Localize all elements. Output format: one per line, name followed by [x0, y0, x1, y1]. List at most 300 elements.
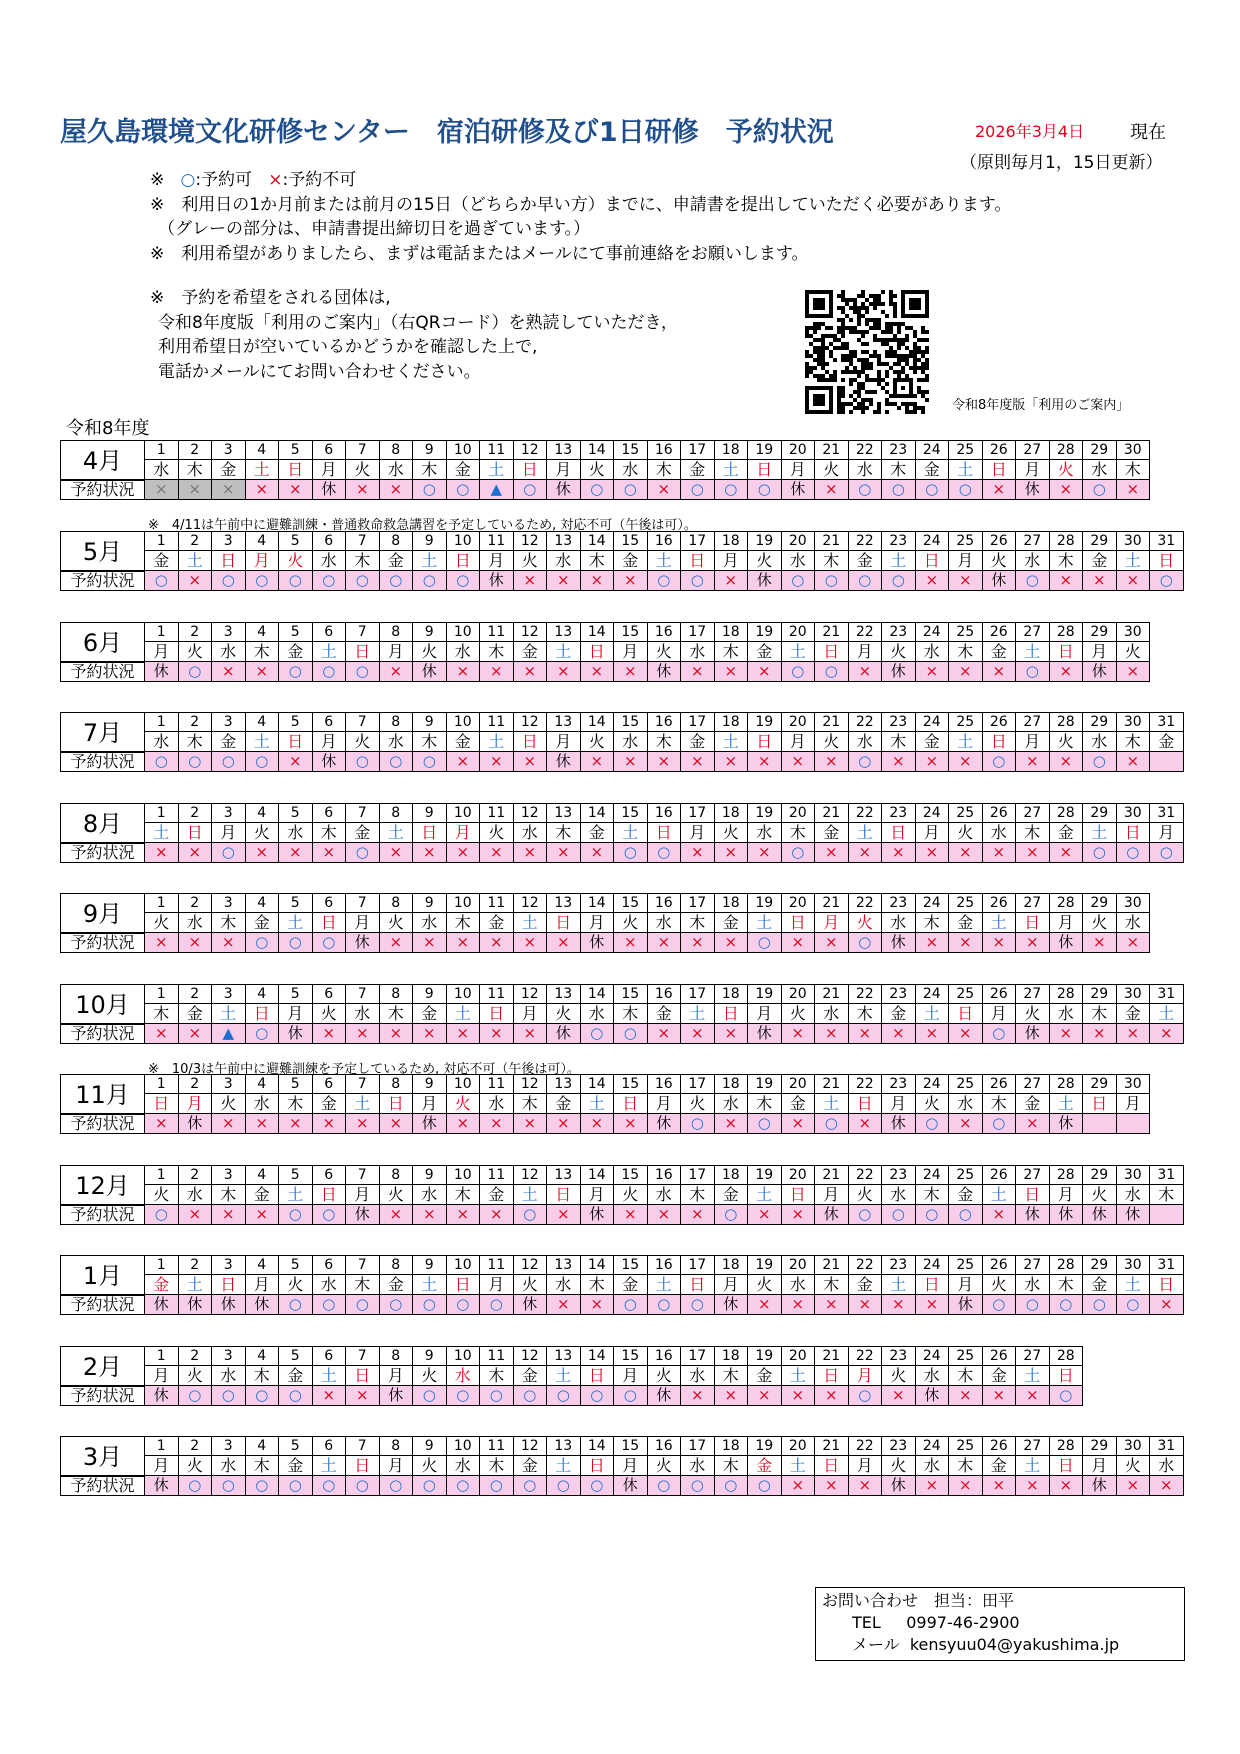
reservation-status[interactable]: ×	[983, 1386, 1017, 1406]
reservation-status[interactable]: 休	[547, 1024, 581, 1044]
reservation-status[interactable]: ×	[212, 1114, 246, 1134]
reservation-status[interactable]: ×	[313, 843, 347, 863]
reservation-status[interactable]: ○	[346, 1476, 380, 1496]
reservation-status[interactable]: ×	[380, 1114, 414, 1134]
reservation-status[interactable]: 休	[648, 1386, 682, 1406]
reservation-status[interactable]: ○	[413, 752, 447, 772]
reservation-status[interactable]: ×	[681, 1024, 715, 1044]
reservation-status[interactable]: 休	[246, 1295, 280, 1315]
reservation-status[interactable]: ○	[681, 571, 715, 591]
reservation-status[interactable]: ×	[313, 1024, 347, 1044]
reservation-status[interactable]: ×	[648, 1024, 682, 1044]
reservation-status[interactable]: ×	[782, 1295, 816, 1315]
reservation-status[interactable]: ○	[279, 571, 313, 591]
reservation-status[interactable]: ○	[983, 1295, 1017, 1315]
reservation-status[interactable]: ×	[882, 1295, 916, 1315]
reservation-status[interactable]: ○	[246, 933, 280, 953]
reservation-status[interactable]: ×	[748, 1295, 782, 1315]
reservation-status[interactable]: ×	[681, 843, 715, 863]
reservation-status[interactable]: 休	[313, 752, 347, 772]
reservation-status[interactable]: ○	[480, 1476, 514, 1496]
reservation-status[interactable]: ○	[212, 571, 246, 591]
reservation-status[interactable]: ×	[346, 1114, 380, 1134]
reservation-status[interactable]: ○	[480, 1386, 514, 1406]
reservation-status[interactable]: ×	[145, 933, 179, 953]
reservation-status[interactable]: ×	[748, 1205, 782, 1225]
reservation-status[interactable]: ×	[380, 933, 414, 953]
reservation-status[interactable]: ×	[246, 843, 280, 863]
reservation-status[interactable]: ○	[1150, 843, 1184, 863]
reservation-status[interactable]: ×	[715, 1114, 749, 1134]
reservation-status[interactable]: ○	[447, 1386, 481, 1406]
reservation-status[interactable]: ×	[179, 480, 213, 500]
reservation-status[interactable]: ×	[179, 933, 213, 953]
reservation-status[interactable]: 休	[145, 1295, 179, 1315]
reservation-status[interactable]: ○	[581, 1476, 615, 1496]
reservation-status[interactable]: ○	[279, 662, 313, 682]
reservation-status[interactable]: ×	[715, 933, 749, 953]
reservation-status[interactable]: ○	[1083, 480, 1117, 500]
reservation-status[interactable]: ×	[480, 752, 514, 772]
reservation-status[interactable]: ○	[212, 1386, 246, 1406]
reservation-status[interactable]: ○	[346, 752, 380, 772]
reservation-status[interactable]: ×	[1117, 1476, 1151, 1496]
reservation-status[interactable]: ○	[782, 571, 816, 591]
reservation-status[interactable]: 休	[748, 571, 782, 591]
reservation-status[interactable]: ×	[246, 662, 280, 682]
reservation-status[interactable]: ○	[212, 843, 246, 863]
reservation-status[interactable]: ×	[447, 843, 481, 863]
reservation-status[interactable]: ○	[413, 1386, 447, 1406]
reservation-status[interactable]: 休	[1050, 1114, 1084, 1134]
reservation-status[interactable]: ○	[983, 1024, 1017, 1044]
reservation-status[interactable]: ×	[782, 1386, 816, 1406]
reservation-status[interactable]: ×	[581, 571, 615, 591]
reservation-status[interactable]: ×	[1050, 571, 1084, 591]
reservation-status[interactable]: ×	[648, 933, 682, 953]
reservation-status[interactable]: 休	[346, 1205, 380, 1225]
reservation-status[interactable]: ×	[1016, 933, 1050, 953]
tel-number[interactable]: 0997-46-2900	[906, 1613, 1020, 1632]
reservation-status[interactable]: ×	[212, 933, 246, 953]
reservation-status[interactable]: ×	[514, 571, 548, 591]
reservation-status[interactable]: ×	[949, 1024, 983, 1044]
reservation-status[interactable]: ○	[815, 1114, 849, 1134]
reservation-status[interactable]: ×	[179, 1205, 213, 1225]
reservation-status[interactable]: ○	[882, 571, 916, 591]
reservation-status[interactable]: ×	[949, 1386, 983, 1406]
reservation-status[interactable]: ×	[380, 843, 414, 863]
reservation-status[interactable]: ○	[447, 480, 481, 500]
reservation-status[interactable]: ×	[983, 843, 1017, 863]
reservation-status[interactable]: ×	[480, 1114, 514, 1134]
reservation-status[interactable]: ○	[916, 1205, 950, 1225]
reservation-status[interactable]: ○	[279, 1476, 313, 1496]
reservation-status[interactable]: ×	[715, 752, 749, 772]
reservation-status[interactable]: ×	[1016, 1386, 1050, 1406]
reservation-status[interactable]: ×	[547, 571, 581, 591]
reservation-status[interactable]: ×	[916, 571, 950, 591]
reservation-status[interactable]: ○	[949, 1205, 983, 1225]
reservation-status[interactable]: ○	[246, 1386, 280, 1406]
reservation-status[interactable]: ○	[279, 933, 313, 953]
reservation-status[interactable]: ×	[514, 843, 548, 863]
reservation-status[interactable]: 休	[547, 480, 581, 500]
reservation-status[interactable]: ×	[1083, 1024, 1117, 1044]
reservation-status[interactable]: ○	[882, 1205, 916, 1225]
reservation-status[interactable]: 休	[916, 1386, 950, 1406]
reservation-status[interactable]: ×	[849, 1295, 883, 1315]
reservation-status[interactable]: ○	[614, 1295, 648, 1315]
reservation-status[interactable]: ×	[1117, 571, 1151, 591]
reservation-status[interactable]: 休	[648, 1114, 682, 1134]
reservation-status[interactable]: ×	[782, 1476, 816, 1496]
reservation-status[interactable]: ○	[916, 480, 950, 500]
reservation-status[interactable]: 休	[614, 1476, 648, 1496]
reservation-status[interactable]: ○	[246, 1476, 280, 1496]
reservation-status[interactable]: ○	[648, 843, 682, 863]
reservation-status[interactable]: ×	[949, 662, 983, 682]
reservation-status[interactable]: ×	[748, 662, 782, 682]
reservation-status[interactable]: ×	[681, 752, 715, 772]
reservation-status[interactable]: ○	[983, 1114, 1017, 1134]
reservation-status[interactable]: ×	[145, 1024, 179, 1044]
reservation-status[interactable]: ×	[1016, 1114, 1050, 1134]
reservation-status[interactable]: ×	[547, 843, 581, 863]
reservation-status[interactable]: ×	[782, 1205, 816, 1225]
reservation-status[interactable]: ×	[681, 1205, 715, 1225]
reservation-status[interactable]: ×	[849, 1476, 883, 1496]
reservation-status[interactable]: ×	[983, 1476, 1017, 1496]
reservation-status[interactable]: 休	[346, 933, 380, 953]
reservation-status[interactable]: 休	[748, 1024, 782, 1044]
reservation-status[interactable]: ○	[313, 933, 347, 953]
reservation-status[interactable]: 休	[882, 1476, 916, 1496]
reservation-status[interactable]: ×	[514, 1024, 548, 1044]
reservation-status[interactable]: ○	[380, 571, 414, 591]
reservation-status[interactable]: ×	[480, 843, 514, 863]
reservation-status[interactable]: 休	[1050, 1205, 1084, 1225]
reservation-status[interactable]: ×	[882, 843, 916, 863]
reservation-status[interactable]: ×	[648, 1205, 682, 1225]
reservation-status[interactable]: ○	[279, 1386, 313, 1406]
reservation-status[interactable]: ○	[1117, 1295, 1151, 1315]
reservation-status[interactable]: ○	[715, 1476, 749, 1496]
reservation-status[interactable]: ○	[480, 1295, 514, 1315]
reservation-status[interactable]: ×	[782, 752, 816, 772]
reservation-status[interactable]: ×	[179, 1024, 213, 1044]
reservation-status[interactable]: ×	[246, 1114, 280, 1134]
reservation-status[interactable]: ○	[815, 571, 849, 591]
reservation-status[interactable]: ○	[581, 1024, 615, 1044]
reservation-status[interactable]: 休	[581, 933, 615, 953]
reservation-status[interactable]: ×	[648, 752, 682, 772]
reservation-status[interactable]: 休	[145, 1476, 179, 1496]
reservation-status[interactable]: ×	[447, 1024, 481, 1044]
reservation-status[interactable]: ×	[1150, 1295, 1184, 1315]
reservation-status[interactable]: ×	[1117, 752, 1151, 772]
reservation-status[interactable]: ×	[514, 1114, 548, 1134]
reservation-status[interactable]: ○	[916, 1114, 950, 1134]
reservation-status[interactable]: ×	[581, 662, 615, 682]
reservation-status[interactable]: ×	[681, 933, 715, 953]
reservation-status[interactable]: ×	[145, 480, 179, 500]
reservation-status[interactable]: 休	[179, 1114, 213, 1134]
reservation-status[interactable]: ×	[447, 933, 481, 953]
reservation-status[interactable]: ×	[514, 662, 548, 682]
reservation-status[interactable]: ×	[983, 662, 1017, 682]
reservation-status[interactable]: ○	[179, 752, 213, 772]
reservation-status[interactable]: ○	[346, 843, 380, 863]
reservation-status[interactable]: ○	[145, 571, 179, 591]
reservation-status[interactable]: ○	[1050, 1295, 1084, 1315]
reservation-status[interactable]: ○	[380, 1295, 414, 1315]
reservation-status[interactable]: ×	[715, 571, 749, 591]
reservation-status[interactable]: ○	[1050, 1386, 1084, 1406]
reservation-status[interactable]: ×	[849, 843, 883, 863]
reservation-status[interactable]: ×	[212, 1205, 246, 1225]
reservation-status[interactable]: ○	[179, 1386, 213, 1406]
reservation-status[interactable]: ×	[949, 843, 983, 863]
reservation-status[interactable]: ○	[380, 752, 414, 772]
reservation-status[interactable]: ○	[514, 1476, 548, 1496]
reservation-status[interactable]: ○	[380, 1476, 414, 1496]
reservation-status[interactable]: ×	[715, 1386, 749, 1406]
reservation-status[interactable]: 休	[1016, 1024, 1050, 1044]
reservation-status[interactable]: ▲	[480, 480, 514, 500]
reservation-status[interactable]: ×	[380, 1205, 414, 1225]
reservation-status[interactable]: ×	[1016, 1476, 1050, 1496]
reservation-status[interactable]: ×	[279, 752, 313, 772]
reservation-status[interactable]: ×	[715, 1024, 749, 1044]
reservation-status[interactable]: ×	[715, 843, 749, 863]
reservation-status[interactable]: ○	[648, 1295, 682, 1315]
reservation-status[interactable]: ×	[1150, 1024, 1184, 1044]
reservation-status[interactable]: ○	[1150, 571, 1184, 591]
reservation-status[interactable]: ×	[413, 843, 447, 863]
reservation-status[interactable]: ×	[413, 1024, 447, 1044]
reservation-status[interactable]: 休	[313, 480, 347, 500]
reservation-status[interactable]: ○	[547, 1386, 581, 1406]
reservation-status[interactable]: ×	[480, 1205, 514, 1225]
reservation-status[interactable]: ×	[916, 1295, 950, 1315]
reservation-status[interactable]: ×	[1117, 1024, 1151, 1044]
reservation-status[interactable]: ×	[547, 1205, 581, 1225]
reservation-status[interactable]: ○	[782, 843, 816, 863]
reservation-status[interactable]: ○	[179, 1476, 213, 1496]
reservation-status[interactable]: ×	[916, 752, 950, 772]
reservation-status[interactable]: ×	[949, 752, 983, 772]
reservation-status[interactable]: ○	[849, 571, 883, 591]
reservation-status[interactable]: ○	[413, 1476, 447, 1496]
reservation-status[interactable]: ×	[614, 1114, 648, 1134]
reservation-status[interactable]: ○	[849, 1386, 883, 1406]
reservation-status[interactable]: 休	[279, 1024, 313, 1044]
reservation-status[interactable]: ○	[1083, 752, 1117, 772]
reservation-status[interactable]: ○	[748, 933, 782, 953]
reservation-status[interactable]: ○	[949, 480, 983, 500]
reservation-status[interactable]: ×	[748, 1386, 782, 1406]
reservation-status[interactable]: ○	[447, 571, 481, 591]
reservation-status[interactable]: 休	[1083, 1476, 1117, 1496]
reservation-status[interactable]: ○	[346, 662, 380, 682]
reservation-status[interactable]: ×	[1050, 1024, 1084, 1044]
reservation-status[interactable]: ×	[748, 752, 782, 772]
reservation-status[interactable]: ×	[681, 662, 715, 682]
reservation-status[interactable]: ×	[614, 571, 648, 591]
reservation-status[interactable]: ○	[614, 843, 648, 863]
reservation-status[interactable]: ×	[1050, 752, 1084, 772]
reservation-status[interactable]: ×	[916, 843, 950, 863]
reservation-status[interactable]: ○	[212, 752, 246, 772]
reservation-status[interactable]: ×	[815, 1476, 849, 1496]
reservation-status[interactable]: ×	[179, 571, 213, 591]
reservation-status[interactable]: ×	[983, 933, 1017, 953]
reservation-status[interactable]: ×	[1117, 933, 1151, 953]
reservation-status[interactable]: ○	[279, 1295, 313, 1315]
reservation-status[interactable]: ○	[514, 1205, 548, 1225]
reservation-status[interactable]: 休	[179, 1295, 213, 1315]
reservation-status[interactable]: ○	[179, 662, 213, 682]
reservation-status[interactable]: ○	[447, 1476, 481, 1496]
reservation-status[interactable]: ×	[581, 1295, 615, 1315]
reservation-status[interactable]: ○	[614, 1024, 648, 1044]
reservation-status[interactable]: ○	[447, 1295, 481, 1315]
reservation-status[interactable]: ×	[1016, 843, 1050, 863]
reservation-status[interactable]: ○	[648, 571, 682, 591]
reservation-status[interactable]: ×	[1150, 1476, 1184, 1496]
reservation-status[interactable]: ○	[581, 480, 615, 500]
reservation-status[interactable]: ○	[1016, 662, 1050, 682]
reservation-status[interactable]: ○	[514, 480, 548, 500]
reservation-status[interactable]: ×	[447, 1114, 481, 1134]
reservation-status[interactable]: ×	[815, 1295, 849, 1315]
reservation-status[interactable]: ×	[246, 1205, 280, 1225]
reservation-status[interactable]: 休	[648, 662, 682, 682]
reservation-status[interactable]: ○	[514, 1386, 548, 1406]
reservation-status[interactable]: ○	[715, 1205, 749, 1225]
reservation-status[interactable]: ○	[313, 1295, 347, 1315]
reservation-status[interactable]: ×	[413, 1205, 447, 1225]
reservation-status[interactable]: 休	[581, 1205, 615, 1225]
reservation-status[interactable]: ×	[246, 480, 280, 500]
reservation-status[interactable]: 休	[547, 752, 581, 772]
reservation-status[interactable]: 休	[1016, 1205, 1050, 1225]
reservation-status[interactable]: ×	[447, 752, 481, 772]
reservation-status[interactable]: ×	[514, 752, 548, 772]
reservation-status[interactable]: 休	[882, 933, 916, 953]
reservation-status[interactable]: ×	[145, 1114, 179, 1134]
reservation-status[interactable]: ○	[815, 662, 849, 682]
reservation-status[interactable]: ×	[313, 1114, 347, 1134]
reservation-status[interactable]: 休	[1016, 480, 1050, 500]
reservation-status[interactable]: ×	[748, 843, 782, 863]
reservation-status[interactable]	[1150, 1205, 1184, 1225]
reservation-status[interactable]: ○	[849, 1205, 883, 1225]
reservation-status[interactable]: ○	[145, 1205, 179, 1225]
reservation-status[interactable]: 休	[1050, 933, 1084, 953]
reservation-status[interactable]: ×	[1083, 933, 1117, 953]
reservation-status[interactable]: ×	[916, 933, 950, 953]
reservation-status[interactable]: ○	[246, 752, 280, 772]
reservation-status[interactable]: ×	[815, 1024, 849, 1044]
qr-code[interactable]	[805, 290, 929, 418]
reservation-status[interactable]: ○	[748, 480, 782, 500]
reservation-status[interactable]: 休	[145, 662, 179, 682]
reservation-status[interactable]: ×	[882, 1024, 916, 1044]
reservation-status[interactable]: ×	[849, 1114, 883, 1134]
reservation-status[interactable]: ×	[1050, 480, 1084, 500]
reservation-status[interactable]: ×	[916, 1024, 950, 1044]
reservation-status[interactable]: ×	[380, 662, 414, 682]
reservation-status[interactable]: ×	[648, 480, 682, 500]
reservation-status[interactable]: ×	[983, 1205, 1017, 1225]
reservation-status[interactable]: 休	[715, 1295, 749, 1315]
reservation-status[interactable]: ○	[346, 1295, 380, 1315]
reservation-status[interactable]: ×	[547, 662, 581, 682]
reservation-status[interactable]: ○	[681, 480, 715, 500]
reservation-status[interactable]: 休	[1083, 1205, 1117, 1225]
reservation-status[interactable]: ○	[748, 1114, 782, 1134]
reservation-status[interactable]: ×	[782, 933, 816, 953]
reservation-status[interactable]: ×	[279, 480, 313, 500]
reservation-status[interactable]: 休	[212, 1295, 246, 1315]
reservation-status[interactable]: ○	[1016, 1295, 1050, 1315]
reservation-status[interactable]: ○	[581, 1386, 615, 1406]
reservation-status[interactable]: ○	[346, 571, 380, 591]
reservation-status[interactable]: 休	[882, 662, 916, 682]
reservation-status[interactable]: ×	[1117, 662, 1151, 682]
reservation-status[interactable]: ○	[547, 1476, 581, 1496]
reservation-status[interactable]: ○	[1083, 843, 1117, 863]
reservation-status[interactable]: ○	[246, 571, 280, 591]
reservation-status[interactable]: ×	[346, 480, 380, 500]
reservation-status[interactable]: 休	[145, 1386, 179, 1406]
reservation-status[interactable]: ×	[949, 1114, 983, 1134]
reservation-status[interactable]: ×	[815, 752, 849, 772]
reservation-status[interactable]: ×	[547, 933, 581, 953]
reservation-status[interactable]: ×	[581, 1114, 615, 1134]
reservation-status[interactable]	[1117, 1114, 1151, 1134]
reservation-status[interactable]: ×	[480, 933, 514, 953]
reservation-status[interactable]: ×	[882, 752, 916, 772]
reservation-status[interactable]: ×	[782, 1024, 816, 1044]
reservation-status[interactable]: ×	[614, 662, 648, 682]
reservation-status[interactable]: ○	[1117, 843, 1151, 863]
reservation-status[interactable]: ○	[882, 480, 916, 500]
reservation-status[interactable]: ×	[145, 843, 179, 863]
reservation-status[interactable]: ×	[949, 1476, 983, 1496]
reservation-status[interactable]: ×	[1016, 752, 1050, 772]
reservation-status[interactable]	[1150, 752, 1184, 772]
reservation-status[interactable]: ×	[715, 662, 749, 682]
reservation-status[interactable]: ×	[614, 933, 648, 953]
reservation-status[interactable]: 休	[1083, 662, 1117, 682]
reservation-status[interactable]: ×	[179, 843, 213, 863]
reservation-status[interactable]: ×	[447, 662, 481, 682]
reservation-status[interactable]: 休	[480, 571, 514, 591]
reservation-status[interactable]: ×	[815, 1386, 849, 1406]
reservation-status[interactable]: ×	[447, 1205, 481, 1225]
reservation-status[interactable]: ×	[815, 843, 849, 863]
reservation-status[interactable]: 休	[413, 662, 447, 682]
reservation-status[interactable]: 休	[815, 1205, 849, 1225]
reservation-status[interactable]: ×	[279, 843, 313, 863]
reservation-status[interactable]: 休	[514, 1295, 548, 1315]
reservation-status[interactable]: ×	[1083, 571, 1117, 591]
reservation-status[interactable]: ×	[815, 480, 849, 500]
reservation-status[interactable]: ○	[313, 1476, 347, 1496]
